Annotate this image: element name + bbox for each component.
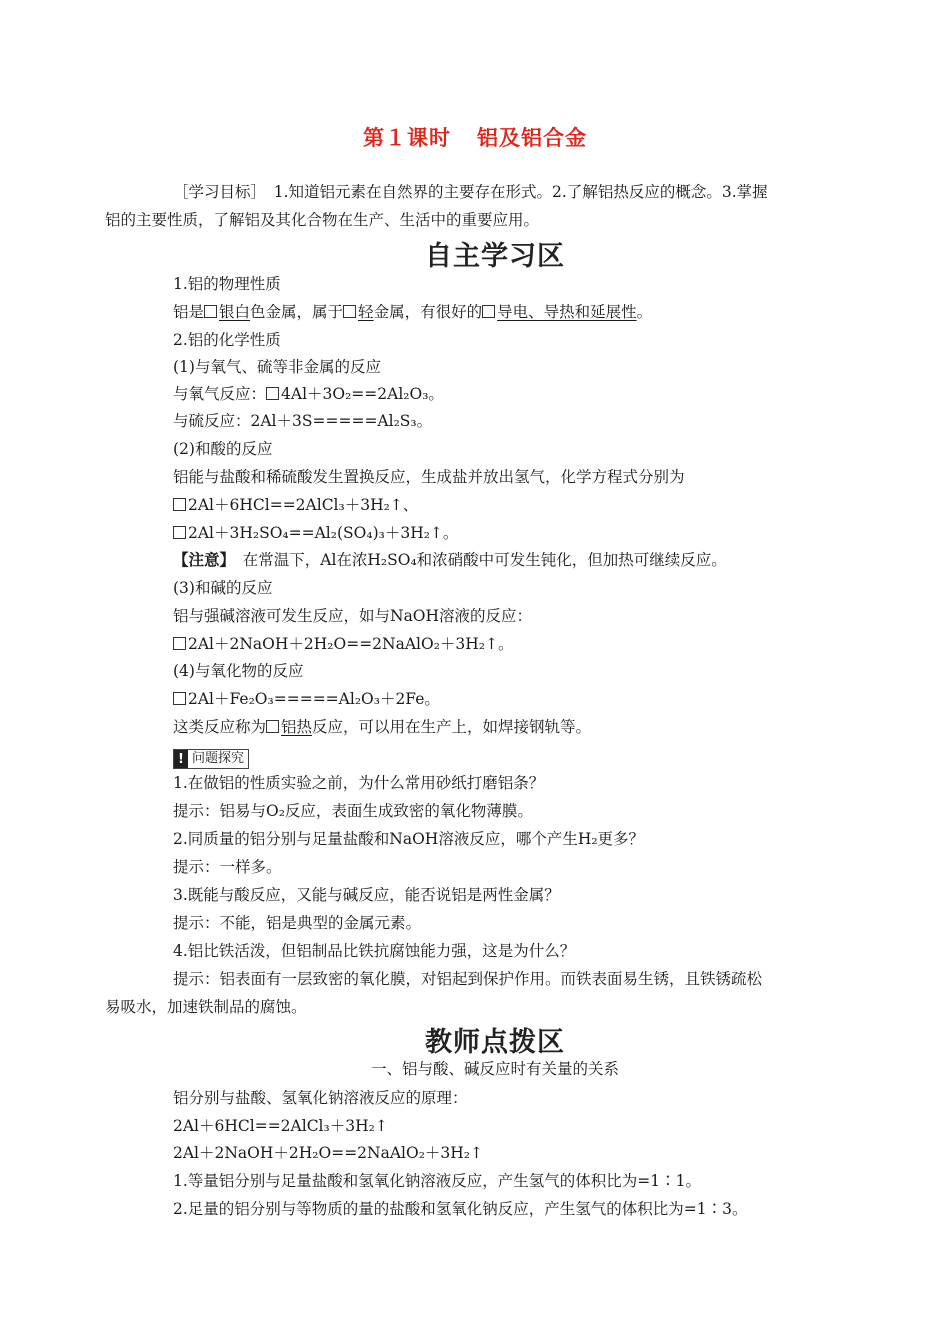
blank-box-icon [173, 692, 186, 705]
acid-equation-2: 2Al＋3H₂SO₄==Al₂(SO₄)₃＋3H₂↑。 [173, 523, 458, 543]
principle-eq-1: 2Al＋6HCl==2AlCl₃＋3H₂↑ [173, 1117, 388, 1135]
principle-eq-2: 2Al＋2NaOH＋2H₂O==2NaAlO₂＋3H₂↑ [173, 1144, 483, 1162]
blank-box-icon [173, 637, 186, 650]
chemical-heading: 2.铝的化学性质 [173, 331, 281, 349]
section-heading-teacher: 教师点拨区 [425, 1027, 565, 1058]
principle-intro: 铝分别与盐酸、氢氧化钠溶液反应的原理： [173, 1089, 468, 1107]
blank-box-icon [204, 305, 217, 318]
thermite-description: 这类反应称为 铝热反应，可以用在生产上，如焊接钢轨等。 [173, 718, 592, 736]
question-explore-badge: ! 问题探究 [173, 749, 249, 769]
learning-objectives: ［学习目标］ 1.知道铝元素在自然界的主要存在形式。2.了解铝热反应的概念。3.掌握 铝的主要性质，了解铝及其化合物在生产、生活中的重要应用。 [105, 183, 768, 229]
acid-description: 铝能与盐酸和稀硫酸发生置换反应，生成盐并放出氢气，化学方程式分别为 [173, 468, 685, 486]
note: 【注意】 在常温下，Al在浓H₂SO₄和浓硝酸中可发生钝化，但加热可继续反应。 [173, 550, 727, 569]
blank-box-icon [173, 498, 186, 511]
ratio-point-1: 1.等量铝分别与足量盐酸和氢氧化钠溶液反应，产生氢气的体积比为=1∶1。 [173, 1172, 702, 1190]
teacher-subheading: 一、铝与酸、碱反应时有关量的关系 [370, 1060, 619, 1078]
section-heading-self-study: 自主学习区 [425, 241, 565, 272]
chemical-sub-3: (3)和碱的反应 [173, 579, 273, 597]
answer-2: 提示：一样多。 [173, 858, 282, 876]
base-equation: 2Al＋2NaOH＋2H₂O==2NaAlO₂＋3H₂↑。 [173, 634, 514, 654]
lesson-title [0, 122, 950, 152]
chemical-sub-4: (4)与氧化物的反应 [173, 662, 304, 680]
question-4: 4.铝比铁活泼，但铝制品比铁抗腐蚀能力强，这是为什么？ [173, 942, 576, 960]
oxide-equation: 2Al＋Fe₂O₃=====Al₂O₃＋2Fe。 [173, 689, 440, 709]
physical-heading: 1.铝的物理性质 [173, 275, 281, 293]
base-description: 铝与强碱溶液可发生反应，如与NaOH溶液的反应： [173, 607, 533, 625]
physical-properties: 铝是 银白色金属，属于 轻金属，有很好的 导电、导热和延展性。 [173, 303, 653, 321]
blank-box-icon [266, 720, 279, 733]
blank-box-icon [482, 305, 495, 318]
chemical-sub-2: (2)和酸的反应 [173, 440, 273, 458]
ratio-point-2: 2.足量的铝分别与等物质的量的盐酸和氢氧化钠反应，产生氢气的体积比为=1∶3。 [173, 1200, 748, 1218]
blank-box-icon [173, 526, 186, 539]
blank-box-icon [266, 387, 279, 400]
question-3: 3.既能与酸反应，又能与碱反应，能否说铝是两性金属？ [173, 886, 560, 904]
chemical-sub-1: (1)与氧气、硫等非金属的反应 [173, 358, 381, 376]
oxygen-reaction: 与氧气反应： 4Al＋3O₂==2Al₂O₃。 [173, 385, 444, 403]
acid-equation-1: 2Al＋6HCl==2AlCl₃＋3H₂↑、 [173, 495, 418, 515]
answer-1: 提示：铝易与O₂反应，表面生成致密的氧化物薄膜。 [173, 802, 533, 820]
exclamation-icon: ! [174, 750, 188, 768]
sulfur-reaction: 与硫反应：2Al＋3S=====Al₂S₃。 [173, 412, 433, 430]
question-1: 1.在做铝的性质实验之前，为什么常用砂纸打磨铝条？ [173, 774, 545, 792]
question-2: 2.同质量的铝分别与足量盐酸和NaOH溶液反应，哪个产生H₂更多？ [173, 830, 645, 848]
answer-3: 提示：不能，铝是典型的金属元素。 [173, 914, 422, 932]
blank-box-icon [343, 305, 356, 318]
lesson-number: 第１课时 [363, 125, 451, 150]
answer-4: 提示：铝表面有一层致密的氧化膜，对铝起到保护作用。而铁表面易生锈，且铁锈疏松 易吸水，加速铁制品的腐蚀。 [105, 970, 763, 1016]
lesson-topic: 铝及铝合金 [477, 125, 587, 150]
